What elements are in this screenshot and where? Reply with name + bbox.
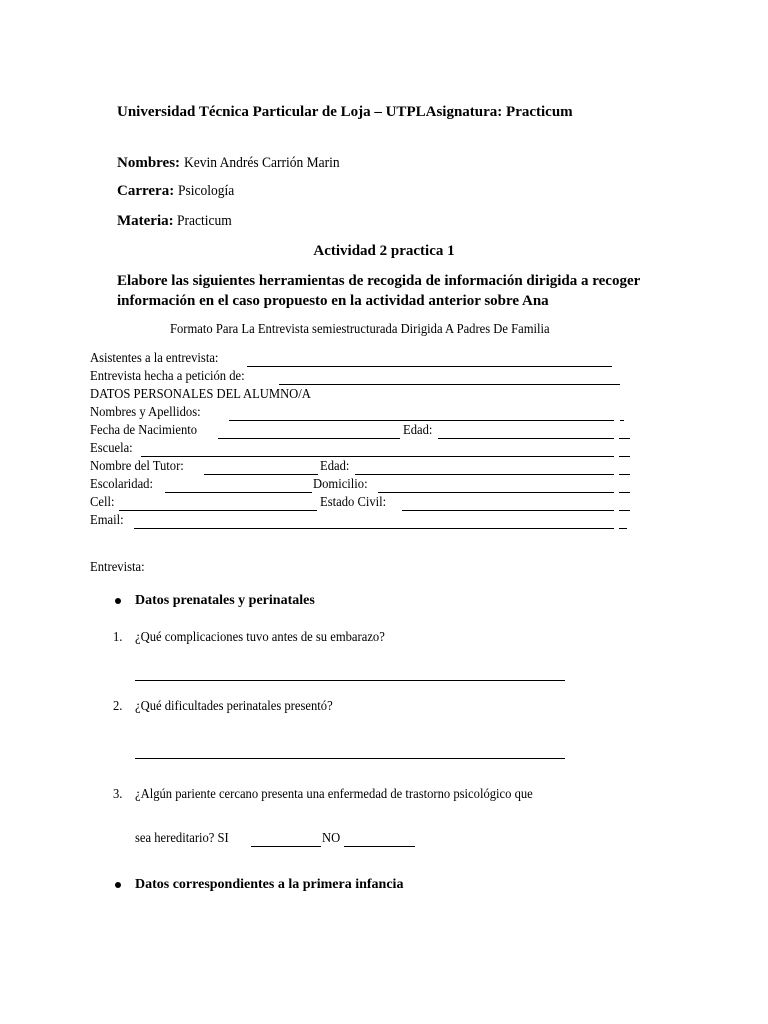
edad-field-tail-2 — [619, 474, 630, 475]
nombres-apellidos-field-line[interactable] — [229, 420, 614, 421]
carrera-value: Psicología — [177, 183, 235, 199]
instruction-line-1: Elabore las siguientes herramientas de recogida de información dirigida a recoger — [117, 273, 641, 289]
q3-text-line-2: sea hereditario? SI — [135, 831, 229, 846]
peticion-field-line[interactable] — [279, 384, 620, 385]
q1-text: ¿Qué complicaciones tuvo antes de su embarazo? — [135, 630, 385, 645]
email-label: Email: — [90, 513, 124, 528]
datos-personales-heading: DATOS PERSONALES DEL ALUMNO/A — [90, 387, 311, 402]
peticion-label: Entrevista hecha a petición de: — [90, 369, 245, 384]
edad-field-line-1[interactable] — [438, 438, 614, 439]
q2-text: ¿Qué dificultades perinatales presentó? — [135, 699, 333, 714]
carrera-label: Carrera: — [117, 183, 175, 199]
escolaridad-field-line[interactable] — [165, 492, 312, 493]
entrevista-label: Entrevista: — [90, 560, 145, 575]
domicilio-field-line[interactable] — [378, 492, 614, 493]
email-field-line[interactable] — [134, 528, 614, 529]
bullet-icon — [115, 598, 121, 604]
section-prenatales-heading: Datos prenatales y perinatales — [135, 593, 315, 608]
section-primera-infancia-heading: Datos correspondientes a la primera infancia — [135, 877, 404, 892]
carrera-row — [117, 183, 240, 200]
domicilio-field-tail — [619, 492, 630, 493]
format-title: Formato Para La Entrevista semiestructurada Dirigida A Padres De Familia — [170, 322, 550, 337]
nombre-tutor-field-line[interactable] — [204, 474, 318, 475]
q3-no-label: NO — [322, 831, 341, 846]
fecha-nacimiento-label: Fecha de Nacimiento — [90, 423, 198, 438]
edad-label-2: Edad: — [320, 459, 350, 474]
instruction-line-2: información en el caso propuesto en la actividad anterior sobre Ana — [117, 293, 549, 309]
escuela-field-line[interactable] — [141, 456, 614, 457]
bullet-icon — [115, 882, 121, 888]
nombres-label: Nombres: — [117, 155, 181, 171]
email-field-tail — [619, 528, 627, 529]
estado-civil-label: Estado Civil: — [320, 495, 387, 510]
estado-civil-field-tail — [619, 510, 630, 511]
q2-answer-line[interactable] — [135, 758, 565, 759]
q3-text-line-1: ¿Algún pariente cercano presenta una enfermedad de trastorno psicológico que — [135, 787, 533, 802]
asistentes-label: Asistentes a la entrevista: — [90, 351, 219, 366]
escolaridad-label: Escolaridad: — [90, 477, 153, 492]
q1-answer-line[interactable] — [135, 680, 565, 681]
estado-civil-field-line[interactable] — [402, 510, 614, 511]
nombres-row — [117, 155, 357, 172]
nombres-apellidos-field-tail — [620, 420, 624, 421]
fecha-nacimiento-field-line[interactable] — [218, 438, 400, 439]
q3-si-answer-line[interactable] — [251, 846, 321, 847]
edad-field-tail-1 — [619, 438, 630, 439]
nombre-tutor-label: Nombre del Tutor: — [90, 459, 184, 474]
university-heading: Universidad Técnica Particular de Loja – UTPLAsignatura: Practicum — [117, 104, 573, 120]
domicilio-label: Domicilio: — [313, 477, 368, 492]
materia-row — [117, 213, 238, 230]
q2-number: 2. — [113, 699, 123, 714]
escuela-label: Escuela: — [90, 441, 133, 456]
asistentes-field-line[interactable] — [247, 366, 612, 367]
nombres-apellidos-label: Nombres y Apellidos: — [90, 405, 201, 420]
q3-no-answer-line[interactable] — [344, 846, 415, 847]
cell-label: Cell: — [90, 495, 115, 510]
nombres-value: Kevin Andrés Carrión Marin — [183, 155, 340, 171]
cell-field-line[interactable] — [119, 510, 317, 511]
materia-label: Materia: — [117, 213, 174, 229]
materia-value: Practicum — [177, 213, 233, 229]
q1-number: 1. — [113, 630, 123, 645]
edad-field-line-2[interactable] — [355, 474, 614, 475]
activity-title: Actividad 2 practica 1 — [313, 243, 455, 259]
escuela-field-tail — [619, 456, 630, 457]
q3-number: 3. — [113, 787, 123, 802]
edad-label-1: Edad: — [403, 423, 433, 438]
